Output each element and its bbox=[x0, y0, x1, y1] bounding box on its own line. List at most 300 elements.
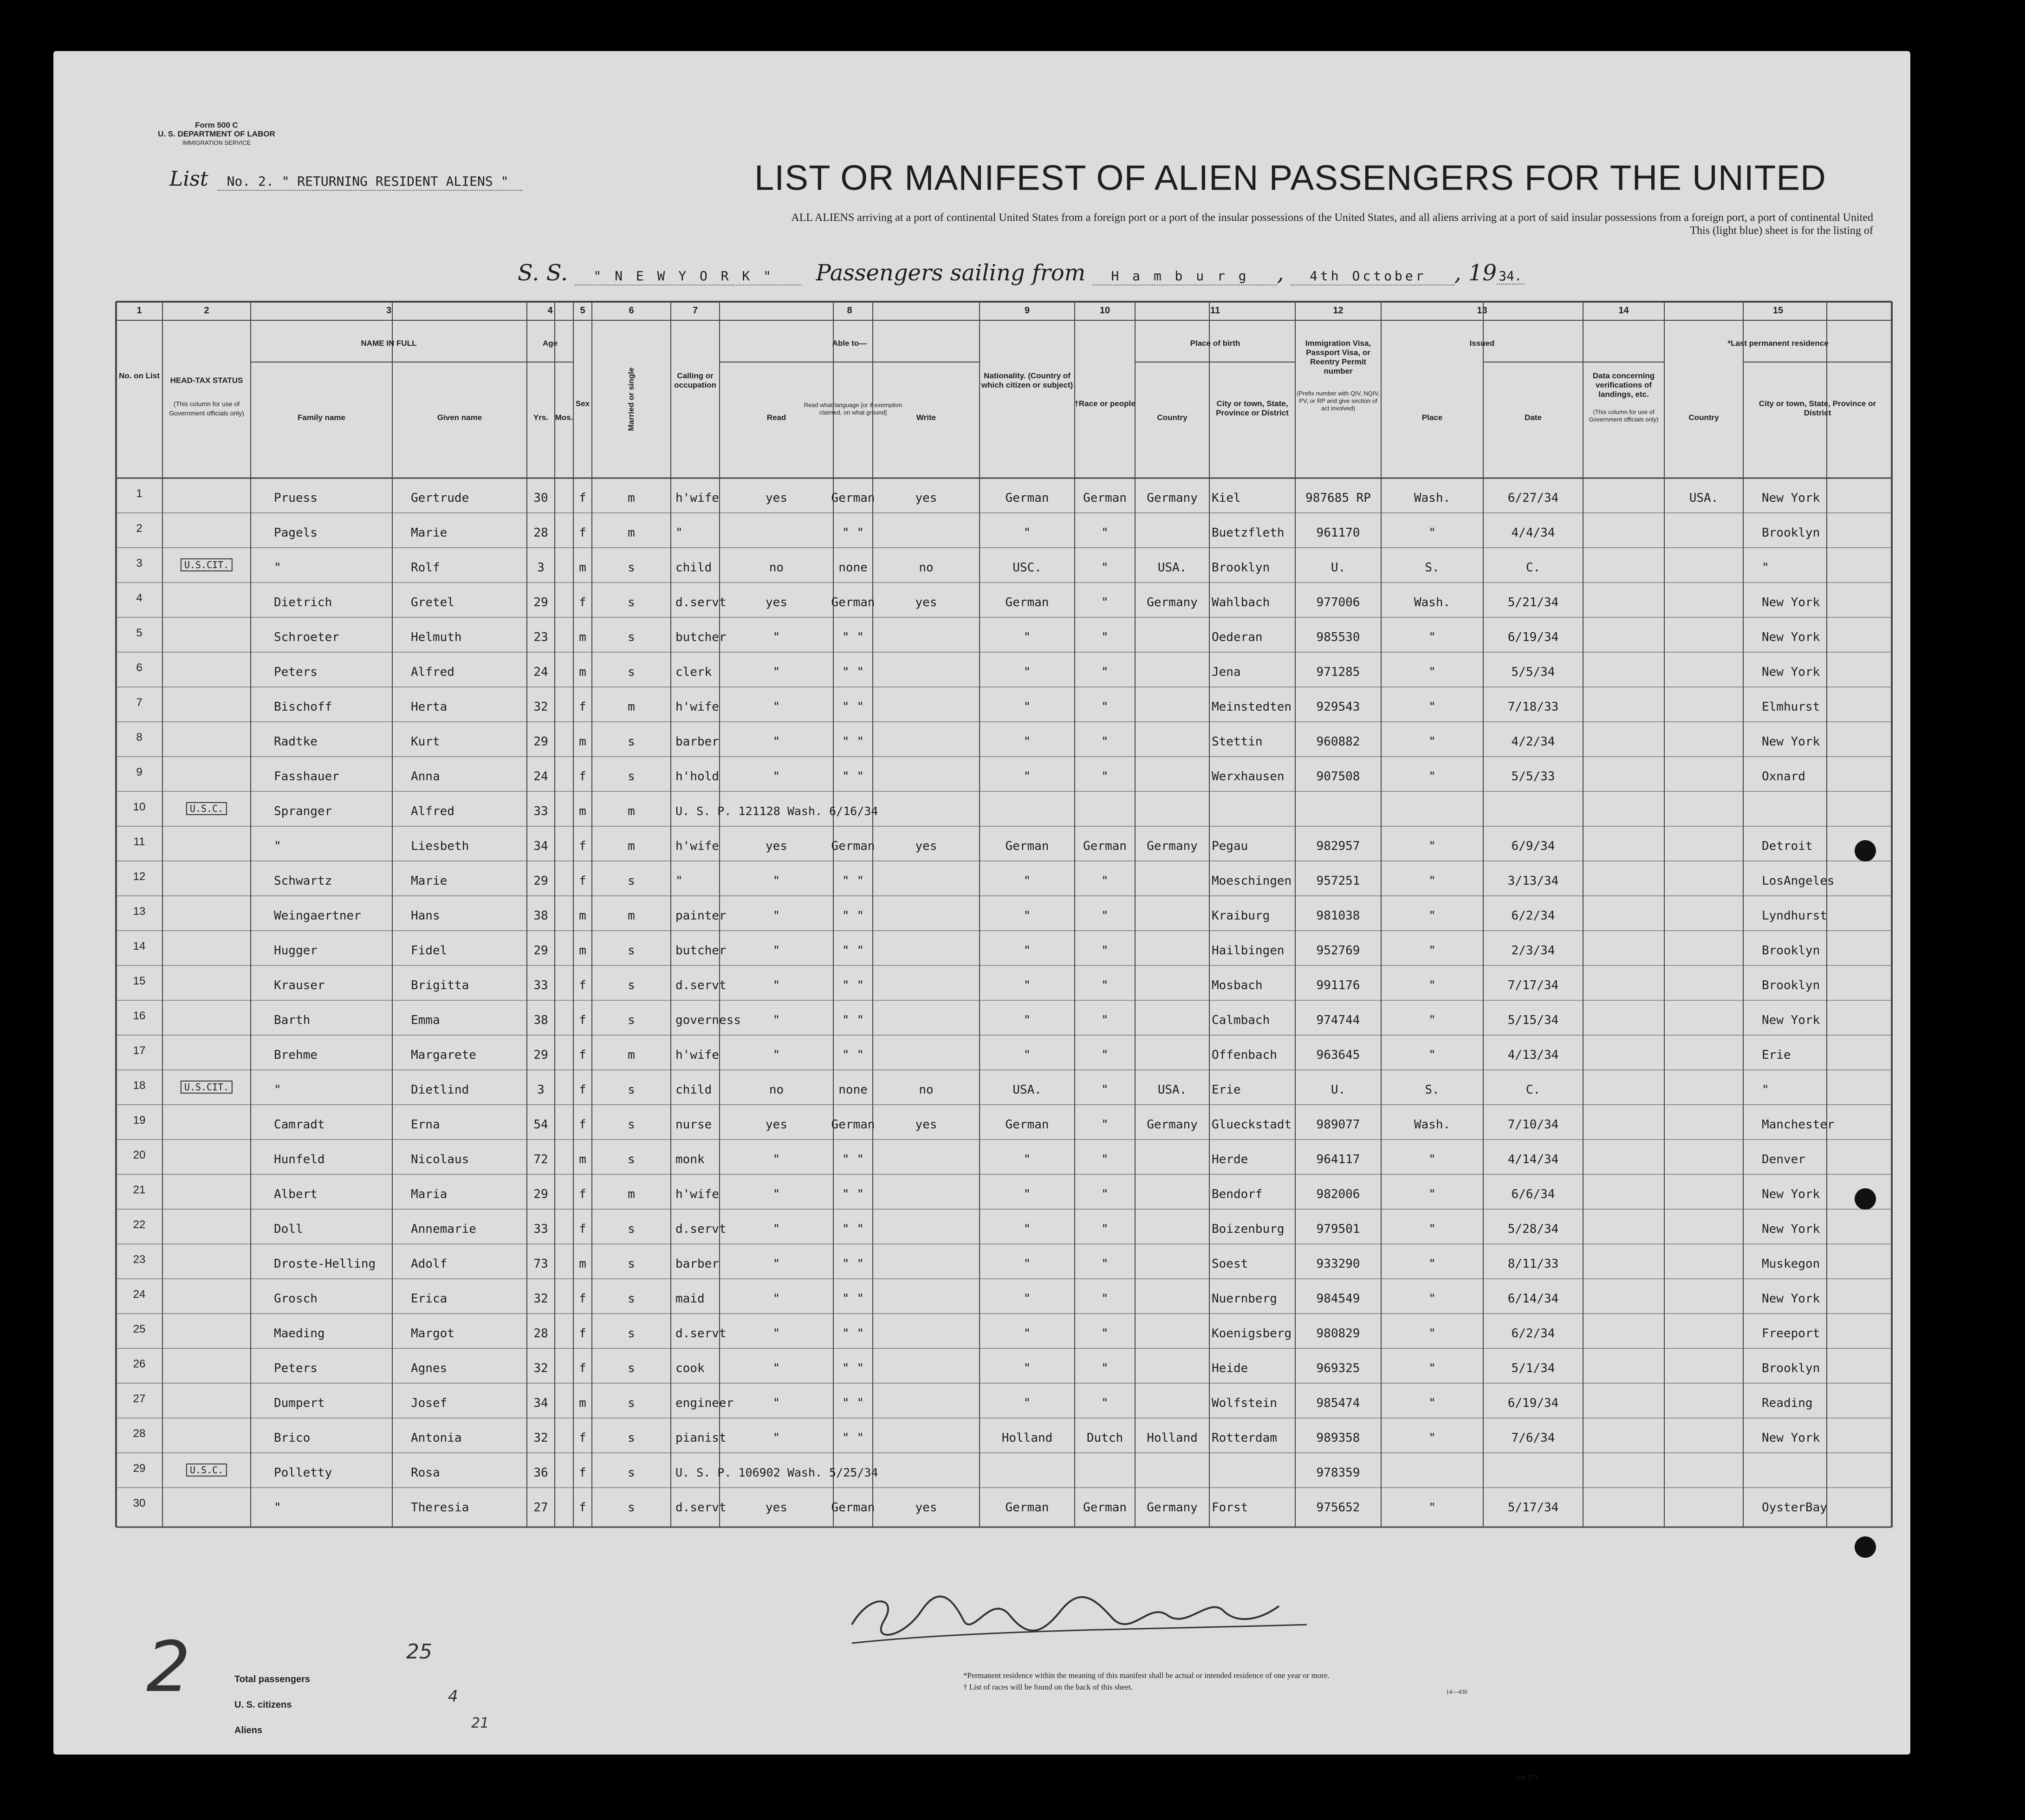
issued-date: 6/27/34 bbox=[1507, 491, 1559, 505]
head-tax-status: U.S.C. bbox=[186, 1464, 227, 1477]
race: " bbox=[1101, 1013, 1109, 1027]
marital-status: s bbox=[628, 1361, 635, 1375]
nationality: German bbox=[1005, 596, 1049, 609]
form-header bbox=[158, 121, 275, 147]
family-name: Peters bbox=[274, 665, 318, 679]
sex: f bbox=[579, 1292, 586, 1306]
given-name: Anna bbox=[411, 770, 440, 784]
can-read: " bbox=[772, 909, 780, 923]
given-name: Fidel bbox=[411, 944, 448, 958]
race: " bbox=[1101, 1396, 1109, 1410]
race: German bbox=[1083, 491, 1127, 505]
birth-country: Germany bbox=[1147, 491, 1198, 505]
sex: f bbox=[579, 1431, 586, 1445]
visa-number: 987685 RP bbox=[1305, 491, 1371, 505]
sex: f bbox=[579, 1013, 586, 1027]
visa-number: 974744 bbox=[1316, 1013, 1360, 1027]
given-name: Theresia bbox=[411, 1501, 469, 1515]
family-name: Brehme bbox=[274, 1048, 318, 1062]
can-write: yes bbox=[915, 596, 937, 609]
sex: f bbox=[579, 1466, 586, 1480]
age-years: 29 bbox=[533, 874, 548, 888]
issued-place: " bbox=[1428, 1013, 1436, 1027]
issued-place: " bbox=[1428, 944, 1436, 958]
family-name: Grosch bbox=[274, 1292, 318, 1306]
issued-date: 6/19/34 bbox=[1507, 1396, 1559, 1410]
read-language: " " bbox=[842, 1048, 864, 1062]
column-number: 6 bbox=[629, 305, 634, 316]
occupation: " bbox=[675, 874, 683, 888]
can-read: " bbox=[772, 1153, 780, 1166]
age-years: 23 bbox=[533, 630, 548, 644]
can-read: " bbox=[772, 735, 780, 749]
birth-city: Kraiburg bbox=[1212, 909, 1270, 923]
marital-status: s bbox=[628, 735, 635, 749]
sex: f bbox=[579, 1187, 586, 1201]
col-able-to: Able to— bbox=[832, 339, 867, 348]
given-name: Nicolaus bbox=[411, 1153, 469, 1166]
sex: f bbox=[579, 1048, 586, 1062]
visa-number: 933290 bbox=[1316, 1257, 1360, 1271]
birth-city: Soest bbox=[1212, 1257, 1248, 1271]
race: " bbox=[1101, 1187, 1109, 1201]
birth-country: Germany bbox=[1147, 839, 1198, 853]
issued-place: " bbox=[1428, 1153, 1436, 1166]
issued-place: " bbox=[1428, 1361, 1436, 1375]
marital-status: m bbox=[628, 526, 635, 540]
nationality: " bbox=[1023, 526, 1031, 540]
birth-city: Calmbach bbox=[1212, 1013, 1270, 1027]
col-read-language: Read what language [or if exemption claimed, on what ground] bbox=[804, 402, 902, 416]
sex: m bbox=[579, 1257, 586, 1271]
occupation: h'wife bbox=[675, 839, 719, 853]
column-number: 5 bbox=[580, 305, 585, 316]
issued-date: 6/19/34 bbox=[1507, 630, 1559, 644]
read-language: " " bbox=[842, 630, 864, 644]
row-number: 7 bbox=[136, 696, 143, 709]
issued-date: 6/2/34 bbox=[1511, 909, 1555, 923]
birth-city: Oederan bbox=[1212, 630, 1263, 644]
list-value: No. 2. " RETURNING RESIDENT ALIENS " bbox=[218, 174, 523, 191]
occupation: U. S. P. 106902 Wash. 5/25/34 bbox=[675, 1466, 878, 1479]
age-years: 38 bbox=[533, 1013, 548, 1027]
residence-city: New York bbox=[1762, 1222, 1820, 1236]
row-number: 23 bbox=[133, 1253, 146, 1266]
can-read: " bbox=[772, 874, 780, 888]
nationality: USC. bbox=[1012, 561, 1042, 575]
nationality: " bbox=[1023, 1396, 1031, 1410]
family-name: Hugger bbox=[274, 944, 318, 958]
sex: f bbox=[579, 596, 586, 609]
birth-city: Hailbingen bbox=[1212, 944, 1285, 958]
age-years: 38 bbox=[533, 909, 548, 923]
birth-city: Wahlbach bbox=[1212, 596, 1270, 609]
sex: f bbox=[579, 526, 586, 540]
col-issued-date: Date bbox=[1525, 413, 1542, 422]
issued-place: " bbox=[1428, 700, 1436, 714]
given-name: Josef bbox=[411, 1396, 448, 1410]
col-place-of-birth: Place of birth bbox=[1190, 339, 1240, 348]
read-language: " " bbox=[842, 770, 864, 784]
sex: m bbox=[579, 1153, 586, 1166]
issued-place: " bbox=[1428, 978, 1436, 992]
column-number: 9 bbox=[1024, 305, 1030, 316]
nationality: " bbox=[1023, 1222, 1031, 1236]
manifest-sheet bbox=[53, 51, 1910, 1781]
issued-date: 5/28/34 bbox=[1507, 1222, 1559, 1236]
occupation: clerk bbox=[675, 665, 712, 679]
nationality: " bbox=[1023, 1013, 1031, 1027]
age-years: 73 bbox=[533, 1257, 548, 1271]
read-language: " " bbox=[842, 700, 864, 714]
residence-city: Brooklyn bbox=[1762, 1361, 1820, 1375]
visa-number: 978359 bbox=[1316, 1466, 1360, 1480]
family-name: " bbox=[274, 1083, 281, 1097]
issued-place: " bbox=[1428, 770, 1436, 784]
issued-place: " bbox=[1428, 1257, 1436, 1271]
age-years: 33 bbox=[533, 978, 548, 992]
col-given-name: Given name bbox=[437, 413, 482, 422]
family-name: Radtke bbox=[274, 735, 318, 749]
given-name: Rolf bbox=[411, 561, 440, 575]
read-language: " " bbox=[842, 1361, 864, 1375]
residence-city: Elmhurst bbox=[1762, 700, 1820, 714]
read-language: " " bbox=[842, 526, 864, 540]
age-years: 72 bbox=[533, 1153, 548, 1166]
marital-status: s bbox=[628, 1153, 635, 1166]
can-read: " bbox=[772, 1222, 780, 1236]
form-code: 14—430 bbox=[1446, 1688, 1467, 1695]
given-name: Erna bbox=[411, 1118, 440, 1132]
issued-place: " bbox=[1428, 1292, 1436, 1306]
given-name: Alfred bbox=[411, 665, 454, 679]
nationality: Holland bbox=[1001, 1431, 1053, 1445]
family-name: " bbox=[274, 1501, 281, 1515]
birth-city: Werxhausen bbox=[1212, 770, 1285, 784]
col-verification: Data concerning verifications of landings, etc. bbox=[1592, 371, 1655, 399]
row-number: 4 bbox=[136, 592, 143, 604]
issued-date: 5/5/33 bbox=[1511, 770, 1555, 784]
total-passengers-label: Total passengers bbox=[234, 1674, 311, 1684]
can-read: no bbox=[769, 561, 784, 575]
ship-name: " N E W Y O R K " bbox=[575, 268, 802, 285]
marital-status: s bbox=[628, 978, 635, 992]
birth-country: Germany bbox=[1147, 1118, 1198, 1132]
nationality: German bbox=[1005, 1501, 1049, 1515]
issued-date: 4/2/34 bbox=[1511, 735, 1555, 749]
issued-place: " bbox=[1428, 839, 1436, 853]
occupation: h'wife bbox=[675, 491, 719, 505]
col-head-tax: HEAD-TAX STATUS bbox=[170, 376, 243, 385]
issued-date: 8/11/33 bbox=[1507, 1257, 1559, 1271]
residence-city: New York bbox=[1762, 596, 1820, 609]
sailing-label: Passengers sailing from bbox=[816, 260, 1086, 286]
race: " bbox=[1101, 1222, 1109, 1236]
row-number: 18 bbox=[133, 1079, 146, 1092]
birth-city: Kiel bbox=[1212, 491, 1241, 505]
can-read: " bbox=[772, 1396, 780, 1410]
visa-number: 985530 bbox=[1316, 630, 1360, 644]
occupation: butcher bbox=[675, 944, 727, 958]
occupation: h'wife bbox=[675, 1048, 719, 1062]
list-label: List bbox=[169, 167, 208, 191]
occupation: child bbox=[675, 561, 712, 575]
occupation: engineer bbox=[675, 1396, 734, 1410]
marital-status: m bbox=[628, 1048, 635, 1062]
visa-number: 980829 bbox=[1316, 1327, 1360, 1341]
issued-date: 6/9/34 bbox=[1511, 839, 1555, 853]
birth-city: Erie bbox=[1212, 1083, 1241, 1097]
residence-city: Manchester bbox=[1762, 1118, 1835, 1132]
can-write: yes bbox=[915, 1118, 937, 1132]
family-name: Schroeter bbox=[274, 630, 339, 644]
issued-place: " bbox=[1428, 1396, 1436, 1410]
issued-date: 4/4/34 bbox=[1511, 526, 1555, 540]
table-rules bbox=[116, 302, 1892, 1694]
family-name: Hunfeld bbox=[274, 1153, 325, 1166]
can-read: " bbox=[772, 700, 780, 714]
race: " bbox=[1101, 874, 1109, 888]
sex: m bbox=[579, 665, 586, 679]
race: " bbox=[1101, 561, 1109, 575]
marital-status: s bbox=[628, 1118, 635, 1132]
given-name: Herta bbox=[411, 700, 448, 714]
read-language: German bbox=[831, 491, 875, 505]
row-number: 3 bbox=[136, 557, 143, 570]
row-number: 15 bbox=[133, 975, 146, 987]
nationality: " bbox=[1023, 1048, 1031, 1062]
marital-status: s bbox=[628, 944, 635, 958]
sub-instructions bbox=[425, 211, 1873, 237]
race: German bbox=[1083, 1501, 1127, 1515]
residence-city: Oxnard bbox=[1762, 770, 1805, 784]
given-name: Dietlind bbox=[411, 1083, 469, 1097]
can-read: " bbox=[772, 665, 780, 679]
column-number: 1 bbox=[136, 305, 142, 316]
age-years: 32 bbox=[533, 1292, 548, 1306]
visa-number: 989358 bbox=[1316, 1431, 1360, 1445]
birth-city: Offenbach bbox=[1212, 1048, 1277, 1062]
marital-status: m bbox=[628, 909, 635, 923]
can-read: " bbox=[772, 1361, 780, 1375]
age-years: 24 bbox=[533, 770, 548, 784]
col-age-yrs: Yrs. bbox=[533, 413, 549, 422]
age-years: 34 bbox=[533, 839, 548, 853]
sex: m bbox=[579, 561, 586, 575]
occupation: " bbox=[675, 526, 683, 540]
signature-stroke bbox=[852, 1596, 1279, 1635]
residence-country: USA. bbox=[1689, 491, 1719, 505]
sex: f bbox=[579, 770, 586, 784]
visa-number: 961170 bbox=[1316, 526, 1360, 540]
visa-number: 985474 bbox=[1316, 1396, 1360, 1410]
col-race: †Race or people bbox=[1074, 399, 1136, 408]
occupation: d.servt bbox=[675, 1222, 727, 1236]
read-language: German bbox=[831, 1118, 875, 1132]
family-name: Albert bbox=[274, 1187, 318, 1201]
read-language: German bbox=[831, 839, 875, 853]
occupation: barber bbox=[675, 1257, 719, 1271]
issued-place: " bbox=[1428, 1327, 1436, 1341]
marital-status: m bbox=[628, 804, 635, 818]
birth-city: Pegau bbox=[1212, 839, 1248, 853]
row-number: 9 bbox=[136, 766, 143, 778]
marital-status: s bbox=[628, 1013, 635, 1027]
race: German bbox=[1083, 839, 1127, 853]
marital-status: s bbox=[628, 1431, 635, 1445]
col-visa: Immigration Visa, Passport Visa, or Reentry Permit number bbox=[1305, 339, 1371, 376]
issued-date: 7/6/34 bbox=[1511, 1431, 1555, 1445]
family-name: Spranger bbox=[274, 804, 332, 818]
nationality: German bbox=[1005, 1118, 1049, 1132]
marital-status: s bbox=[628, 1222, 635, 1236]
residence-city: New York bbox=[1762, 1013, 1820, 1027]
nationality: " bbox=[1023, 1153, 1031, 1166]
read-language: German bbox=[831, 1501, 875, 1515]
issued-place: Wash. bbox=[1414, 1118, 1451, 1132]
issued-date: 7/18/33 bbox=[1507, 700, 1559, 714]
residence-city: Muskegon bbox=[1762, 1257, 1820, 1271]
age-years: 29 bbox=[533, 1048, 548, 1062]
issued-place: S. bbox=[1425, 561, 1440, 575]
visa-number: 952769 bbox=[1316, 944, 1360, 958]
year-suffix: 34. bbox=[1497, 268, 1524, 285]
row-number: 26 bbox=[133, 1358, 146, 1370]
can-read: " bbox=[772, 978, 780, 992]
race: " bbox=[1101, 1292, 1109, 1306]
race: " bbox=[1101, 1257, 1109, 1271]
given-name: Agnes bbox=[411, 1361, 448, 1375]
age-years: 27 bbox=[533, 1501, 548, 1515]
sex: m bbox=[579, 735, 586, 749]
residence-city: OysterBay bbox=[1762, 1501, 1827, 1515]
family-name: Camradt bbox=[274, 1118, 325, 1132]
sex: m bbox=[579, 630, 586, 644]
visa-number: 964117 bbox=[1316, 1153, 1360, 1166]
race: " bbox=[1101, 735, 1109, 749]
read-language: " " bbox=[842, 1187, 864, 1201]
birth-country: Germany bbox=[1147, 1501, 1198, 1515]
issued-place: Wash. bbox=[1414, 596, 1451, 609]
col-issued: Issued bbox=[1469, 339, 1495, 348]
schedule-code: Sch 571 bbox=[1516, 1774, 1538, 1781]
issued-place: " bbox=[1428, 665, 1436, 679]
residence-city: New York bbox=[1762, 630, 1820, 644]
sex: f bbox=[579, 978, 586, 992]
marital-status: s bbox=[628, 665, 635, 679]
can-write: yes bbox=[915, 491, 937, 505]
birth-city: Moeschingen bbox=[1212, 874, 1292, 888]
issued-place: " bbox=[1428, 1187, 1436, 1201]
col-sex: Sex bbox=[575, 399, 590, 408]
read-language: " " bbox=[842, 1431, 864, 1445]
total-passengers-value: 25 bbox=[406, 1640, 432, 1664]
race: " bbox=[1101, 770, 1109, 784]
residence-city: New York bbox=[1762, 1292, 1820, 1306]
occupation: h'wife bbox=[675, 700, 719, 714]
marital-status: s bbox=[628, 1396, 635, 1410]
col-issued-place: Place bbox=[1421, 413, 1443, 422]
binder-hole bbox=[1855, 1188, 1876, 1210]
column-number: 10 bbox=[1099, 305, 1110, 316]
birth-country: Holland bbox=[1147, 1431, 1198, 1445]
age-years: 34 bbox=[533, 1396, 548, 1410]
row-number: 10 bbox=[133, 801, 146, 813]
read-language: none bbox=[838, 1083, 868, 1097]
read-language: " " bbox=[842, 1396, 864, 1410]
aliens-value: 21 bbox=[471, 1715, 489, 1731]
col-birth-city: City or town, State, Province or District bbox=[1216, 399, 1289, 417]
issued-place: " bbox=[1428, 1048, 1436, 1062]
column-number: 8 bbox=[847, 305, 852, 316]
age-years: 32 bbox=[533, 1431, 548, 1445]
residence-city: New York bbox=[1762, 1431, 1820, 1445]
occupation: painter bbox=[675, 909, 727, 923]
given-name: Emma bbox=[411, 1013, 440, 1027]
given-name: Gertrude bbox=[411, 491, 469, 505]
residence-city: New York bbox=[1762, 1187, 1820, 1201]
visa-number: 963645 bbox=[1316, 1048, 1360, 1062]
col-family-name: Family name bbox=[298, 413, 345, 422]
issued-date: 5/5/34 bbox=[1511, 665, 1555, 679]
residence-city: Detroit bbox=[1762, 839, 1813, 853]
birth-city: Stettin bbox=[1212, 735, 1263, 749]
occupation: governess bbox=[675, 1013, 741, 1027]
binder-hole bbox=[1855, 1536, 1876, 1558]
given-name: Gretel bbox=[411, 596, 454, 609]
column-number: 2 bbox=[204, 305, 209, 316]
column-number: 15 bbox=[1772, 305, 1784, 316]
given-name: Brigitta bbox=[411, 978, 469, 992]
sex: f bbox=[579, 491, 586, 505]
col-nationality: Nationality. (Country of which citizen or subject) bbox=[981, 371, 1073, 389]
given-name: Margot bbox=[411, 1327, 454, 1341]
family-name: " bbox=[274, 561, 281, 575]
age-years: 28 bbox=[533, 526, 548, 540]
can-write: no bbox=[919, 1083, 934, 1097]
can-read: yes bbox=[766, 1118, 787, 1132]
column-number: 14 bbox=[1618, 305, 1629, 316]
sex: f bbox=[579, 1118, 586, 1132]
nationality: " bbox=[1023, 1361, 1031, 1375]
ship-line: S. S. " N E W Y O R K " Passengers sailing from H a m b u r g , 4th October , 19 34. bbox=[518, 260, 1524, 286]
marital-status: m bbox=[628, 1187, 635, 1201]
family-name: Bischoff bbox=[274, 700, 332, 714]
can-read: " bbox=[772, 1187, 780, 1201]
marital-status: s bbox=[628, 1083, 635, 1097]
family-name: Barth bbox=[274, 1013, 311, 1027]
can-read: " bbox=[772, 770, 780, 784]
family-name: Dietrich bbox=[274, 596, 332, 609]
row-number: 13 bbox=[133, 905, 146, 918]
row-number: 5 bbox=[136, 627, 143, 639]
can-read: no bbox=[769, 1083, 784, 1097]
birth-city: Bendorf bbox=[1212, 1187, 1263, 1201]
race: " bbox=[1101, 978, 1109, 992]
age-years: 30 bbox=[533, 491, 548, 505]
sex: f bbox=[579, 1083, 586, 1097]
can-read: " bbox=[772, 1257, 780, 1271]
visa-number: 975652 bbox=[1316, 1501, 1360, 1515]
issued-place: " bbox=[1428, 874, 1436, 888]
visa-number: 981038 bbox=[1316, 909, 1360, 923]
occupation: pianist bbox=[675, 1431, 727, 1445]
sex: m bbox=[579, 944, 586, 958]
column-number: 4 bbox=[547, 305, 553, 316]
row-number: 29 bbox=[133, 1462, 146, 1475]
read-language: none bbox=[838, 561, 868, 575]
row-number: 25 bbox=[133, 1323, 146, 1335]
